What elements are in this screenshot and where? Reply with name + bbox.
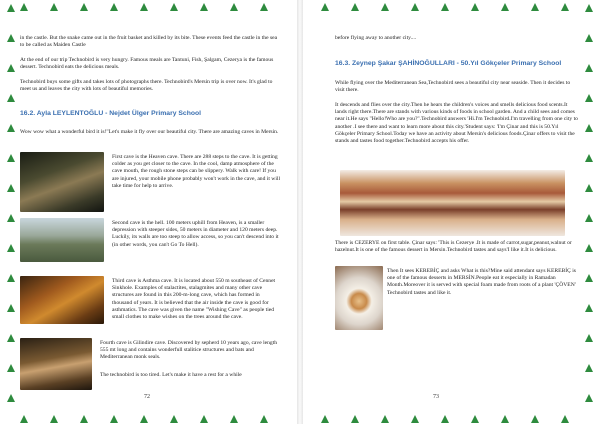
right-section-heading: 16.3. Zeynep Şakar ŞAHİNOĞULLARI - 50.Yıl Gökçeler Primary School bbox=[335, 60, 562, 67]
cave2-text: Second cave is the hell. 100 meters uphill from Heaven, is a smaller depression with steeper sides, 50 meters in diameter and 120 meters deep. Luckily, its walls are too steep to allow access, so you can't descend into it (in other words, you can't Go To Hell). bbox=[112, 220, 279, 248]
tree-border-bottom-right-icon bbox=[305, 413, 596, 424]
tree-border-left-icon bbox=[5, 0, 17, 424]
tree-border-left bbox=[5, 0, 17, 424]
tree-border-top-right bbox=[305, 0, 596, 12]
book-gutter bbox=[297, 0, 303, 424]
tree-border-top-left-icon bbox=[4, 1, 295, 13]
tree-border-bottom-left-icon bbox=[4, 413, 295, 424]
right-paragraph-cezerye: There is CEZERYE on first table. Çinar says: 'This is Cezerye .It is made of carrot,sugar,peanut,walnut or hazelnut.It is one of the famous dessert in Mersin.Technobird tastes and says'I like it.It is delicious. bbox=[335, 240, 572, 254]
right-intro-text: before flying away to another city.... bbox=[335, 35, 417, 41]
left-page bbox=[4, 0, 295, 424]
left-paragraph-gifts: Technobird buys some gifts and takes lots of photographs there. Technobird's Mersin trip is over now. It's glad to meet us and leaves the city with lots of beautiful memories. bbox=[20, 79, 273, 93]
kerebic-photo bbox=[335, 266, 383, 330]
right-page bbox=[305, 0, 596, 424]
cave4-text: Fourth cave is Gilindire cave. Discovered by sepherd 10 years ago, cave length 555 mt long and contains wonderfull stalitice structures and bats and Mediterranean monk seals. bbox=[100, 340, 278, 361]
tree-border-bottom-left bbox=[4, 412, 295, 424]
cezerye-photo bbox=[340, 170, 565, 236]
hell-cave-photo bbox=[20, 218, 104, 262]
gilindire-cave-photo bbox=[20, 338, 92, 390]
cave3-text: Third cave is Asthma cave. It is located about 550 m southeast of Cennet Sinkhole. Examples of stalactites, stalagmites and many other cave structures are found in this 200-m-long cave, which has formed in thousand of years. It is believed that the air inside the cave is good for asthmatics. The cave was given the name "Wishing Cave" as people tied small clothes to make wishes on the trees around the cave. bbox=[112, 278, 276, 321]
left-section-heading: 16.2. Ayla LEYLENTOĞLU - Nejdet Ülger Primary School bbox=[20, 110, 202, 117]
right-page-number: 73 bbox=[433, 394, 439, 400]
cave1-text: First cave is the Heaven cave. There are 288 steps to the cave. It is getting colder as you get closer to the cave. In the cool, damp atmosphere of the cave mouth, the rough stone steps can be slippery. Walk with care! If you are injured, your mobile phone probably won't work in the cave, and it will take time for help to arrive. bbox=[112, 154, 281, 189]
left-page-number: 72 bbox=[144, 394, 150, 400]
tree-border-top-left bbox=[4, 0, 295, 12]
asthma-cave-photo bbox=[20, 276, 104, 324]
tree-border-top-right-icon bbox=[305, 1, 596, 13]
tree-border-bottom-right bbox=[305, 412, 596, 424]
left-intro-text: in the castle. But the snake came out in the fruit basket and killed by its bite. These events feed the castle in the sea to be called as Maiden Castle bbox=[20, 35, 278, 49]
left-paragraph-rest: The technobird is too tired. Let's make it have a rest for a while bbox=[100, 372, 242, 378]
heaven-cave-photo bbox=[20, 152, 104, 212]
right-paragraph-flying: While flying over the Mediterranean Sea,Technobird sees a beautiful city near seaside. Then it decides to visit there. bbox=[335, 80, 571, 94]
right-paragraph-descends: It descends and flies over the city.Then he hears the children's voices and smells delicious food scents.It lands right there.There are stands with various kinds of foods in school garden. And a child sees and comes near it.He says "Hello!Who are you?".Technobird answers 'Hi.I'm Technobird.I'm travelling from one city to another .I see there and want to learn more about this city.'Student says: 'I'm Çinar and this is 50.Yıl Gökçeler Primary School.Today we have an activity about Mersin's delicious foods.Çinar offers to visit the stands and tastes food together.Technobird accepts his offer. bbox=[335, 102, 578, 145]
left-paragraph-meals: At the end of our trip Technobird is very hungry. Famous meals are Tantuni, Fish, Şalgam, Cezerya is the famous dessert. Technobird eats the delicious meals. bbox=[20, 57, 274, 71]
left-paragraph-intro-caves: Wow wow what a wonderful bird it is!"Let's make it fly over our beautiful city. There are amazing caves in Mersin. bbox=[20, 129, 279, 135]
right-paragraph-kerebic: Then It sees KEREBİÇ and asks What is this?Mine said attendant says KEREBİÇ is one of the famous desserts in MERSİN.People eat it especially in Ramadan Month.Moreover it is served with special foam made from roots of a plant 'ÇÖVEN' Technobird tastes and like it. bbox=[387, 268, 576, 296]
